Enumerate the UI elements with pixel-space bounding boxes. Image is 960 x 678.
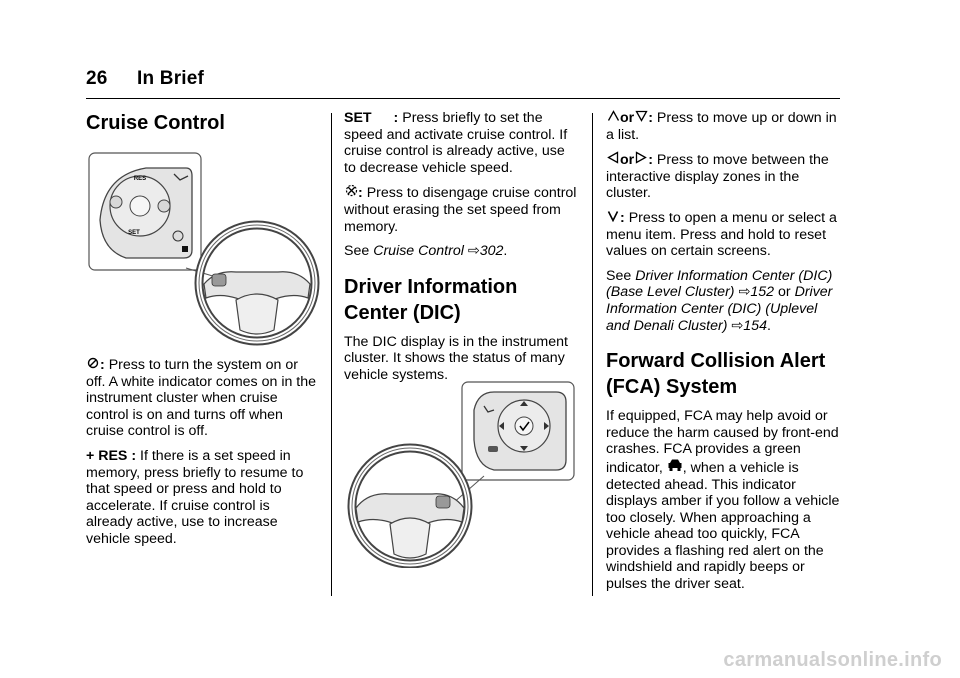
- resume-paragraph: + RES : If there is a set speed in memory, press briefly to resume to that speed or press and hold to accelerate. If cruise control is already active, use to increase vehicle speed.: [86, 447, 304, 547]
- right-arrow-icon: [634, 151, 648, 169]
- cruise-control-figure: [86, 150, 320, 346]
- cruise-control-ref[interactable]: Cruise Control: [373, 243, 464, 260]
- page-ref-arrow-icon: ⇨: [738, 284, 751, 301]
- page-ref-arrow-icon: ⇨: [731, 317, 744, 334]
- page-number: 26: [86, 68, 108, 89]
- cancel-button-icon: [158, 200, 170, 212]
- see-dic-paragraph: See Driver Information Center (DIC) (Base Level Cluster) ⇨152 or Driver Information Center (DIC) (Uplevel and Denali Cluster) ⇨154.: [606, 267, 833, 334]
- cancel-icon: [344, 184, 358, 202]
- watermark: carmanualsonline.info: [723, 649, 942, 671]
- dic-figure: [344, 380, 580, 568]
- dic-paragraph: The DIC display is in the instrument cluster. It shows the status of many vehicle systems.: [344, 333, 568, 383]
- indicator-square: [182, 246, 188, 252]
- column-2: [344, 110, 580, 392]
- cruise-control-illustration: [86, 150, 320, 346]
- page-header: [86, 68, 204, 90]
- distance-icon: [173, 231, 183, 241]
- column-divider-1: [331, 113, 332, 596]
- dic-base-ref[interactable]: Driver Information Center (DIC) (Base Level Cluster): [606, 267, 833, 301]
- cruise-on-off-icon: [86, 357, 100, 374]
- set-label: SET: [128, 230, 140, 236]
- column-1: [86, 110, 320, 144]
- dic-controls-illustration: [344, 380, 580, 568]
- cancel-paragraph: : Press to disengage cruise control without erasing the set speed from memory.: [344, 185, 577, 235]
- column-1-text: [86, 357, 320, 556]
- up-down-paragraph: or : Press to move up or down in a list.: [606, 110, 837, 143]
- up-arrow-icon: [606, 110, 620, 127]
- res-label: RES: [133, 176, 147, 182]
- cruise-onoff-paragraph: : Press to turn the system on or off. A white indicator comes on in the instrument cluster when cruise control is on and turns off when cruise control is off.: [86, 357, 317, 440]
- dic-heading: Driver Information Center (DIC): [344, 275, 518, 324]
- column-3: [606, 110, 842, 601]
- right-wheel-buttons: [436, 496, 450, 508]
- cruise-button-icon: [110, 196, 122, 208]
- cruise-control-heading: Cruise Control: [86, 112, 225, 134]
- phone-icon: [488, 446, 498, 452]
- left-arrow-icon: [606, 151, 620, 169]
- down-arrow-icon: [634, 110, 648, 127]
- fca-paragraph: If equipped, FCA may help avoid or reduce the harm caused by front-end crashes. FCA provides a green indicator, , when a vehicle is detected ahead. This indicator displays amber if you follow a vehicle too closely. When approaching a vehicle ahead too quickly, FCA provides a flashing red alert on the windshield and rapidly beeps or pulses the driver seat.: [606, 408, 840, 593]
- wheel-hub: [390, 518, 430, 558]
- set-paragraph: SET : Press briefly to set the speed and activate cruise control. If cruise control is already active, use to decrease vehicle speed.: [344, 110, 568, 176]
- res-label-text: + RES :: [86, 447, 137, 464]
- set-label-text: SET: [344, 110, 372, 126]
- left-wheel-buttons: [212, 274, 226, 286]
- button-center: [130, 196, 150, 216]
- checkmark-icon: [606, 210, 620, 227]
- dic-uplevel-ref[interactable]: Driver Information Center (DIC) (Uplevel and Denali Cluster): [606, 284, 833, 334]
- vehicle-ahead-icon: [667, 458, 683, 477]
- page-ref-arrow-icon: ⇨: [467, 243, 480, 260]
- dic-select-button: [515, 417, 533, 435]
- wheel-hub: [236, 294, 278, 334]
- header-rule: [86, 98, 840, 99]
- see-cruise-paragraph: See Cruise Control ⇨302.: [344, 243, 508, 260]
- left-right-paragraph: or : Press to move between the interactive display zones in the cluster.: [606, 152, 829, 202]
- fca-heading: Forward Collision Alert (FCA) System: [606, 350, 826, 399]
- section-title: In Brief: [137, 68, 205, 89]
- select-paragraph: : Press to open a menu or select a menu item. Press and hold to reset values on certain screens.: [606, 209, 837, 260]
- column-divider-2: [592, 113, 593, 596]
